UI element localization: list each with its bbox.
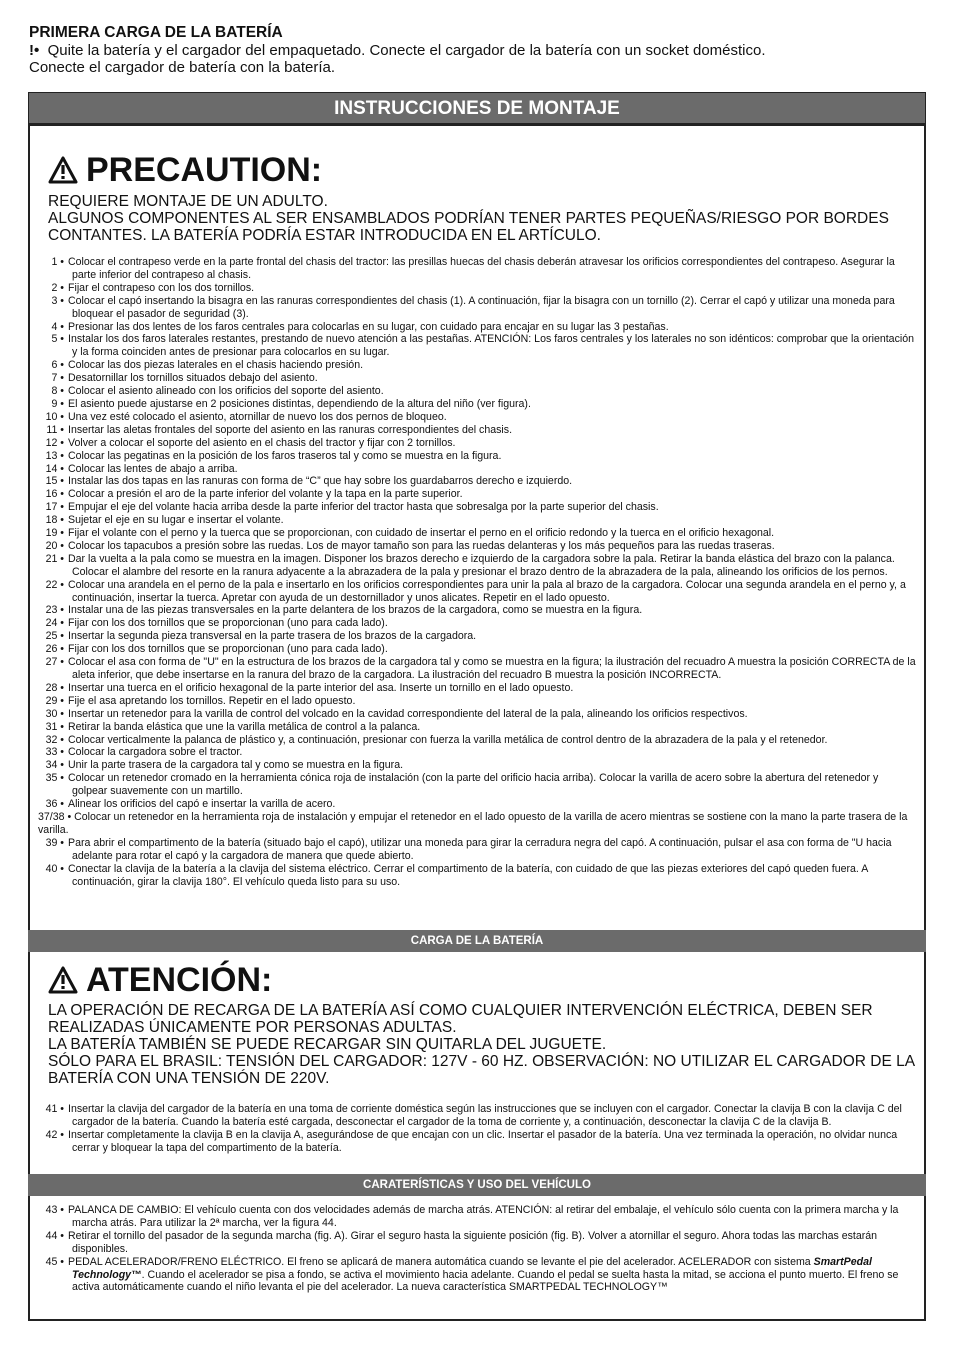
- section-header-caracteristicas: CARATERÍSTICAS Y USO DEL VEHÍCULO: [28, 1174, 926, 1196]
- step-item: [36, 463, 916, 476]
- step-number: 17 •: [45, 501, 64, 514]
- step-number: 2 •: [51, 281, 64, 294]
- step-number: 40 •: [45, 862, 64, 875]
- step-item: [36, 656, 916, 682]
- step-number: 30 •: [45, 707, 64, 720]
- first-charge-block: [29, 24, 929, 76]
- step-number: 21 •: [45, 552, 64, 565]
- step-text: Para abrir el compartimento de la batería (situado bajo el capó), utilizar una moneda para girar la cerradura negra del capó. A continuación, pulsar el asa con forma de "U hacia adelante para rotar el capó y la cargadora de manera que quede abierto.: [68, 836, 892, 862]
- step-text: Colocar las lentes de abajo a arriba.: [68, 462, 238, 475]
- step-text: Fije el asa apretando los tornillos. Repetir en el lado opuesto.: [68, 694, 356, 707]
- step-item: [36, 798, 916, 811]
- step-number: 9 •: [51, 397, 64, 410]
- step-item: [36, 1256, 916, 1295]
- atencion-title: [48, 960, 272, 1000]
- step-text: Una vez esté colocado el asiento, atornillar de nuevo los dos pernos de bloqueo.: [68, 410, 447, 423]
- step-item: [36, 579, 916, 605]
- step-text: Empujar el eje del volante hacia arriba desde la parte inferior del tractor hasta que sobresalga por la parte superior del chasis.: [68, 501, 659, 514]
- first-charge-line-1: Quite la batería y el cargador del empaquetado. Conecte el cargador de la batería con un socket doméstico.: [47, 42, 766, 59]
- atencion-text: [48, 1002, 918, 1087]
- step-text: Conectar la clavija de la batería a la clavija del sistema eléctrico. Cerrar el compartimento de la batería, con cuidado de que las piezas exteriores del capó queden fuera. A continuación, girar la clavija 180°. El vehículo queda listo para su uso.: [68, 862, 868, 888]
- step-number: 14 •: [45, 462, 64, 475]
- step-item: [36, 1204, 916, 1230]
- step-item: [36, 708, 916, 721]
- step-item: [36, 772, 916, 798]
- first-charge-line-2: Conecte el cargador de batería con la batería.: [29, 59, 336, 76]
- step-text: Dar la vuelta a la pala como se muestra en la imagen. Disponer los brazos derecho e izquierdo de la cargadora sobre la pala. Retirar la banda elástica del brazo con la palanca. Colocar el alambre del resorte en la ranura adyacente a la abrazadera de la pala y presionar el brazo dentro de la abrazadera de la pala, alineando los orificios de los pernos.: [68, 552, 895, 578]
- step-text: Sujetar el eje en su lugar e insertar el volante.: [68, 514, 284, 527]
- step-text: Fijar el volante con el perno y la tuerca que se proporcionan, con cuidado de insertar el perno en el orificio redondo y la tuerca en el orificio hexagonal.: [68, 527, 775, 540]
- step-item: [36, 604, 916, 617]
- step-item: [36, 475, 916, 488]
- step-number: 20 •: [45, 539, 64, 552]
- precaution-line: REQUIERE MONTAJE DE UN ADULTO.: [48, 193, 328, 210]
- feature-steps: [36, 1204, 916, 1294]
- step-number: 23 •: [45, 604, 64, 617]
- atencion-line: LA OPERACIÓN DE RECARGA DE LA BATERÍA ASÍ COMO CUALQUIER INTERVENCIÓN ELÉCTRICA, DEBEN SER REALIZADAS ÚNICAMENTE POR PERSONAS ADULTAS.: [48, 1002, 873, 1036]
- step-number: 1 •: [51, 256, 64, 268]
- step-text: Fijar el contrapeso con los dos tornillos.: [68, 281, 255, 294]
- step-text-part: . Cuando el acelerador se pisa a fondo, se activa el movimiento hacia adelante. Cuando el pedal se suelta hasta la mitad, se acciona el punto muerto. El freno se activa automáticamente cuando el niño levanta el pie del acelerador. La nueva característica SMARTPEDAL TECHNOLOGY™: [72, 1268, 899, 1294]
- first-charge-text-1: [29, 42, 929, 59]
- step-item: [36, 1103, 916, 1129]
- step-text: Insertar las aletas frontales del soporte del asiento en las ranuras correspondientes del chasis.: [68, 423, 513, 436]
- step-item: [36, 450, 916, 463]
- step-text: Colocar el asiento alineado con los orificios del soporte del asiento.: [68, 385, 384, 398]
- step-item: [36, 398, 916, 411]
- step-text: Volver a colocar el soporte del asiento en el chasis del tractor y fijar con 2 tornillos.: [68, 436, 456, 449]
- step-item: [36, 734, 916, 747]
- step-item: [36, 333, 916, 359]
- warning-triangle-icon: [48, 156, 78, 184]
- step-item: [36, 282, 916, 295]
- step-text: Fijar con los dos tornillos que se proporcionan (uno para cada lado).: [68, 643, 388, 656]
- step-item: [36, 527, 916, 540]
- atencion-line: SÓLO PARA EL BRASIL: TENSIÓN DEL CARGADOR: 127V - 60 HZ. OBSERVACIÓN: NO UTILIZAR EL CARGADOR DE LA BATERÍA CON UNA TENSIÓN DE 220V.: [48, 1053, 915, 1087]
- step-text: Insertar la segunda pieza transversal en la parte trasera de los brazos de la cargadora.: [68, 630, 477, 643]
- step-number: 24 •: [45, 617, 64, 630]
- step-number: 15 •: [45, 475, 64, 488]
- step-text: Retirar la banda elástica que une la varilla metálica de control a la palanca.: [68, 720, 421, 733]
- step-item: [36, 501, 916, 514]
- step-text: Colocar la cargadora sobre el tractor.: [68, 746, 243, 759]
- step-number: 7 •: [51, 372, 64, 385]
- step-item: [36, 553, 916, 579]
- step-number: 10 •: [45, 410, 64, 423]
- step-item: [36, 411, 916, 424]
- step-item: [36, 256, 916, 282]
- section-header-carga: CARGA DE LA BATERÍA: [28, 930, 926, 952]
- step-number: 5 •: [51, 333, 64, 346]
- step-number: 11 •: [46, 423, 64, 436]
- step-number: 42 •: [45, 1128, 64, 1141]
- step-item: [36, 1129, 916, 1155]
- step-item: [36, 321, 916, 334]
- step-number: 43 •: [45, 1204, 64, 1216]
- step-item: [36, 643, 916, 656]
- step-text: Alinear los orificios del capó e insertar la varilla de acero.: [68, 798, 336, 811]
- step-item: [36, 295, 916, 321]
- step-number: 39 •: [45, 836, 64, 849]
- step-number: 32 •: [45, 733, 64, 746]
- step-text: Retirar el tornillo del pasador de la segunda marcha (fig. A). Girar el seguro hasta la siguiente posición (fig. B). Volver a atornillar el seguro. Ahora todas las marchas estarán disponibles.: [68, 1229, 878, 1255]
- step-text: Colocar el capó insertando la bisagra en las ranuras correspondientes del chasis (1). A continuación, fijar la bisagra con un tornillo (2). Cerrar el capó y utilizar una moneda para bloquear el pasador de seguridad (3).: [68, 294, 895, 320]
- step-number: 29 •: [45, 694, 64, 707]
- step-item: [36, 759, 916, 772]
- step-text: Desatornillar los tornillos situados debajo del asiento.: [68, 372, 318, 385]
- step-number: 31 •: [45, 720, 64, 733]
- step-number: 6 •: [51, 359, 64, 372]
- precaution-title-text: PRECAUTION:: [86, 151, 323, 189]
- step-text: Colocar las pegatinas en la posición de los faros traseros tal y como se muestra en la figura.: [68, 449, 502, 462]
- step-text: Insertar una tuerca en el orificio hexagonal de la parte interior del asa. Inserte un tornillo en el lado opuesto.: [68, 681, 574, 694]
- step-number: 45 •: [45, 1255, 64, 1268]
- step-number: 19 •: [45, 527, 64, 540]
- step-number: 4 •: [51, 320, 64, 333]
- step-item: [36, 695, 916, 708]
- first-charge-heading: PRIMERA CARGA DE LA BATERÍA: [29, 24, 283, 41]
- step-text: Colocar las dos piezas laterales en el chasis haciendo presión.: [68, 359, 364, 372]
- step-item: [36, 630, 916, 643]
- step-text: 37/38 • Colocar un retenedor en la herramienta roja de instalación y empujar el retenedor en el lado opuesto de la varilla de acero mientras se sostiene con la mano la parte trasera de la varilla.: [38, 810, 908, 836]
- step-item: [36, 837, 916, 863]
- step-item: [36, 682, 916, 695]
- step-number: 26 •: [45, 643, 64, 656]
- atencion-line: LA BATERÍA TAMBIÉN SE PUEDE RECARGAR SIN QUITARLA DEL JUGUETE.: [48, 1036, 607, 1053]
- step-number: 44 •: [45, 1229, 64, 1242]
- warning-mark: !•: [29, 42, 40, 59]
- step-item: [36, 372, 916, 385]
- step-number: 18 •: [45, 514, 64, 527]
- precaution-text: [48, 193, 918, 244]
- step-item: [36, 617, 916, 630]
- step-item: [36, 746, 916, 759]
- step-item: [36, 359, 916, 372]
- step-number: 28 •: [45, 681, 64, 694]
- step-text: Insertar un retenedor para la varilla de control del volcado en la cavidad correspondiente del lateral de la pala, alineando los orificios respectivos.: [68, 707, 748, 720]
- step-text: Instalar los dos faros laterales restantes, prestando de nuevo atención a las pestañas. ATENCIÓN: Los faros centrales y los laterales no son idénticos: comprobar que la orientación y la forma coinciden antes de presionar para colocarlos en su lugar.: [68, 333, 914, 359]
- step-text: Instalar una de las piezas transversales en la parte delantera de los brazos de la cargadora, como se muestra en la figura.: [68, 604, 643, 617]
- step-text: Colocar un retenedor cromado en la herramienta cónica roja de instalación (con la parte del orificio hacia arriba). Colocar la varilla de acero sobre la abertura del retenedor y golpear suavemente con un martillo.: [68, 772, 879, 798]
- step-number: 25 •: [45, 630, 64, 643]
- step-item: [36, 721, 916, 734]
- step-number: 22 •: [45, 578, 64, 591]
- step-number: 33 •: [45, 746, 64, 759]
- step-number: 27 •: [45, 656, 64, 669]
- step-text: Instalar las dos tapas en las ranuras con forma de “C” que hay sobre los guardabarros derecho e izquierdo.: [68, 475, 573, 488]
- step-number: 13 •: [45, 449, 64, 462]
- step-item: [36, 540, 916, 553]
- section-header-montaje: INSTRUCCIONES DE MONTAJE: [28, 92, 926, 124]
- step-number: 36 •: [45, 798, 64, 811]
- step-text: Colocar el asa con forma de "U" en la estructura de los brazos de la cargadora tal y como se muestra en la figura; la ilustración del recuadro A muestra la posición CORRECTA de la aleta inferior, que debe insertarse en la ranura del brazo de la cargadora. La ilustración del recuadro B muestra la posición INCORRECTA.: [68, 656, 916, 681]
- step-brand-name: SmartPedal Technology™: [72, 1255, 872, 1281]
- step-item: [36, 437, 916, 450]
- step-item: [36, 488, 916, 501]
- step-text: [66, 1256, 916, 1295]
- step-text-part: PEDAL ACELERADOR/FRENO ELÉCTRICO. El freno se aplicará de manera automática cuando se levante el pie del acelerador. ACELERADOR con sistema: [68, 1255, 814, 1268]
- step-number: 35 •: [45, 772, 64, 785]
- precaution-line: ALGUNOS COMPONENTES AL SER ENSAMBLADOS PODRÍAN TENER PARTES PEQUEÑAS/RIESGO POR BORDES CONTANTES. LA BATERÍA PODRÍA ESTAR INTRODUCIDA EN EL ARTÍCULO.: [48, 210, 889, 244]
- step-item: [36, 863, 916, 889]
- step-item: [36, 811, 916, 837]
- step-number: 3 •: [51, 294, 64, 307]
- step-number: 41 •: [45, 1103, 64, 1115]
- step-item: [36, 424, 916, 437]
- step-number: 8 •: [51, 385, 64, 398]
- step-text: Colocar verticalmente la palanca de plástico y, a continuación, presionar con fuerza la varilla metálica de control dentro de la abrazadera de la pala y el retenedor.: [68, 733, 828, 746]
- step-item: [36, 1230, 916, 1256]
- step-number: 34 •: [45, 759, 64, 772]
- step-number: 16 •: [45, 488, 64, 501]
- battery-steps: [36, 1103, 916, 1155]
- step-item: [36, 514, 916, 527]
- step-text: Unir la parte trasera de la cargadora tal y como se muestra en la figura.: [68, 759, 404, 772]
- step-text: Insertar completamente la clavija B en la clavija A, asegurándose de que encajan con un clic. Insertar el pasador de la batería. Una vez terminada la operación, no olvidar nunca cerrar y bloquear la tapa del compartimento de la batería.: [68, 1128, 898, 1154]
- assembly-steps: [36, 256, 916, 888]
- step-text: PALANCA DE CAMBIO: El vehículo cuenta con dos velocidades además de marcha atrás. ATENCIÓN: al retirar del embalaje, el vehículo sólo cuenta con la primera marcha y la marcha atrás. Para utilizar la 2ª marcha, ver la figura 44.: [68, 1204, 899, 1229]
- step-text: Fijar con los dos tornillos que se proporcionan (uno para cada lado).: [68, 617, 388, 630]
- step-text: El asiento puede ajustarse en 2 posiciones distintas, dependiendo de la altura del niño (ver figura).: [68, 397, 531, 410]
- step-text: Colocar los tapacubos a presión sobre las ruedas. Los de mayor tamaño son para las ruedas delanteras y los más pequeños para las ruedas traseras.: [68, 539, 775, 552]
- atencion-title-text: ATENCIÓN:: [86, 961, 273, 999]
- step-text: Insertar la clavija del cargador de la batería en una toma de corriente doméstica según las instrucciones que se incluyen con el cargador. Conectar la clavija B con la clavija C del cargador de la batería. Cuando la batería esté cargada, desconectar el cargador de la toma de corriente y, a continuación, desconectar la clavija C de la clavija B.: [68, 1103, 902, 1128]
- step-text: Colocar a presión el aro de la parte inferior del volante y la tapa en la parte superior.: [68, 488, 463, 501]
- step-text: Colocar el contrapeso verde en la parte frontal del chasis del tractor: las presillas huecas del chasis deberán atravesar los orificios correspondientes del contrapeso. Asegurar la parte inferior del contrapeso al chasis.: [68, 256, 895, 281]
- precaution-title: [48, 150, 322, 190]
- step-number: 12 •: [45, 436, 64, 449]
- step-text: Presionar las dos lentes de los faros centrales para colocarlas en su lugar, con cuidado para encajar en su lugar las 3 pestañas.: [68, 320, 669, 333]
- step-item: [36, 385, 916, 398]
- warning-triangle-icon: [48, 966, 78, 994]
- step-text: Colocar una arandela en el perno de la pala e insertarlo en los orificios correspondientes para unir la pala al brazo de la cargadora. Colocar una segunda arandela en el perno y, a continuación, insertar la tuerca. Apretar con ayuda de un destornillador y unos alicates. Repetir en el lado opuesto.: [68, 578, 906, 604]
